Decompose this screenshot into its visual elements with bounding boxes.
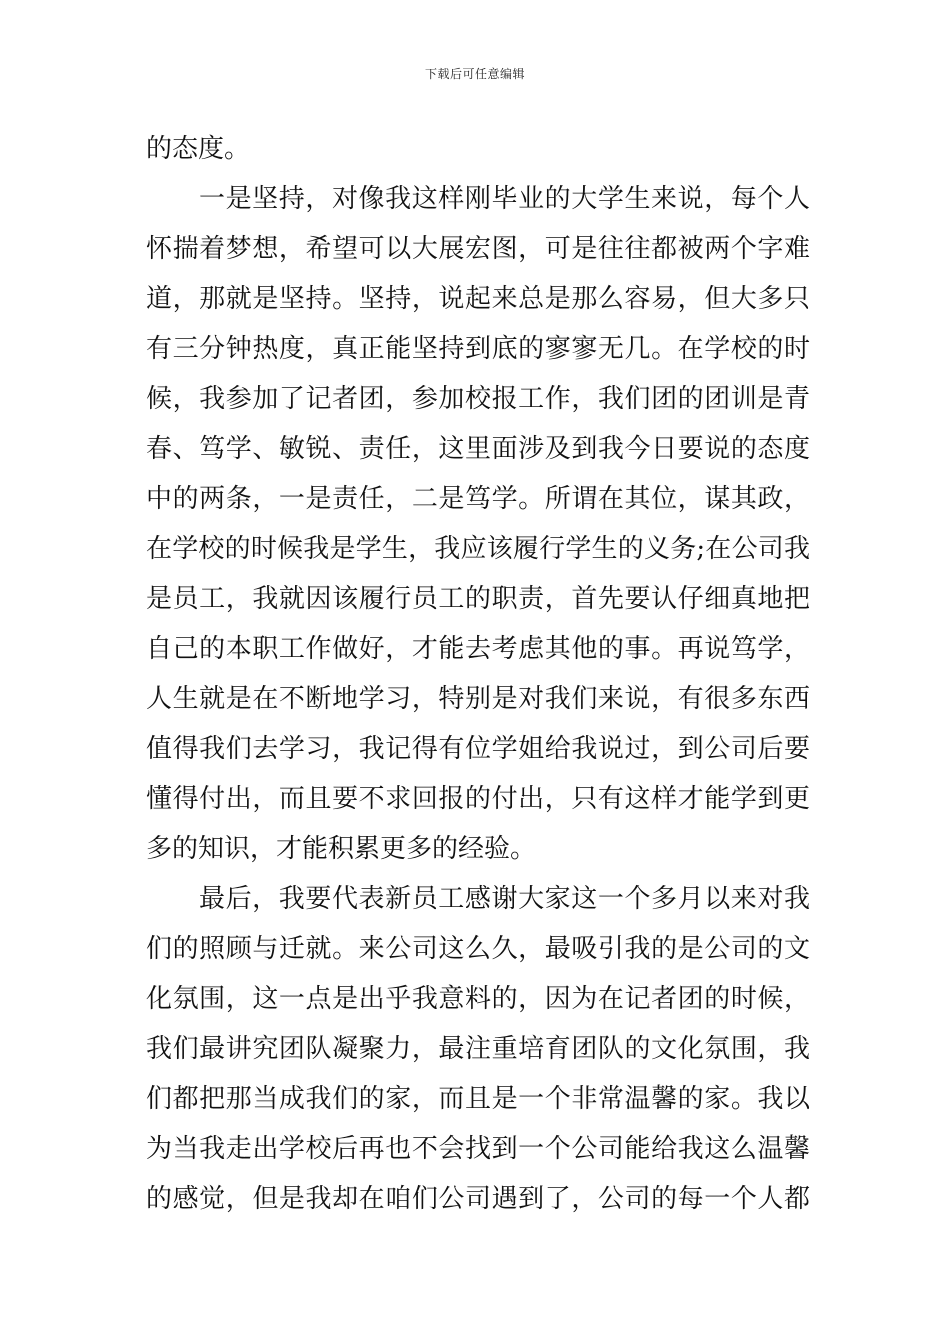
text-line: 为当我走出学校后再也不会找到一个公司能给我这么温馨: [146, 1134, 810, 1164]
text-line: 们都把那当成我们的家，而且是一个非常温馨的家。我以: [146, 1084, 810, 1114]
text-line: 的态度。: [146, 134, 251, 164]
text-line: 懂得付出，而且要不求回报的付出，只有这样才能学到更: [146, 784, 810, 814]
text-line: 中的两条，一是责任，二是笃学。所谓在其位，谋其政，: [146, 484, 810, 514]
text-line: 道，那就是坚持。坚持，说起来总是那么容易，但大多只: [146, 284, 810, 314]
text-line: 多的知识，才能积累更多的经验。: [146, 834, 537, 864]
text-line: 候，我参加了记者团，参加校报工作，我们团的团训是青: [146, 384, 810, 414]
page-header: 下载后可任意编辑: [424, 67, 525, 81]
text-line: 我们最讲究团队凝聚力，最注重培育团队的文化氛围，我: [146, 1034, 810, 1064]
text-line: 最后，我要代表新员工感谢大家这一个多月以来对我: [199, 884, 810, 914]
body-text: [146, 124, 810, 1224]
text-line: 春、笃学、敏锐、责任，这里面涉及到我今日要说的态度: [146, 434, 810, 464]
text-line: 有三分钟热度，真正能坚持到底的寥寥无几。在学校的时: [146, 334, 810, 364]
text-line: 们的照顾与迁就。来公司这么久，最吸引我的是公司的文: [146, 934, 810, 964]
text-line: 的感觉，但是我却在咱们公司遇到了，公司的每一个人都: [146, 1184, 810, 1214]
text-line: 在学校的时候我是学生，我应该履行学生的义务;在公司我: [146, 534, 810, 564]
text-line: 是员工，我就因该履行员工的职责，首先要认仔细真地把: [146, 584, 810, 614]
text-line: 值得我们去学习，我记得有位学姐给我说过，到公司后要: [146, 734, 810, 764]
text-line: 怀揣着梦想，希望可以大展宏图，可是往往都被两个字难: [146, 234, 810, 264]
text-line: 化氛围，这一点是出乎我意料的，因为在记者团的时候，: [146, 984, 810, 1014]
text-line: 自己的本职工作做好，才能去考虑其他的事。再说笃学，: [146, 634, 810, 664]
text-line: 人生就是在不断地学习，特别是对我们来说，有很多东西: [146, 684, 810, 714]
text-line: 一是坚持，对像我这样刚毕业的大学生来说，每个人: [199, 184, 810, 214]
